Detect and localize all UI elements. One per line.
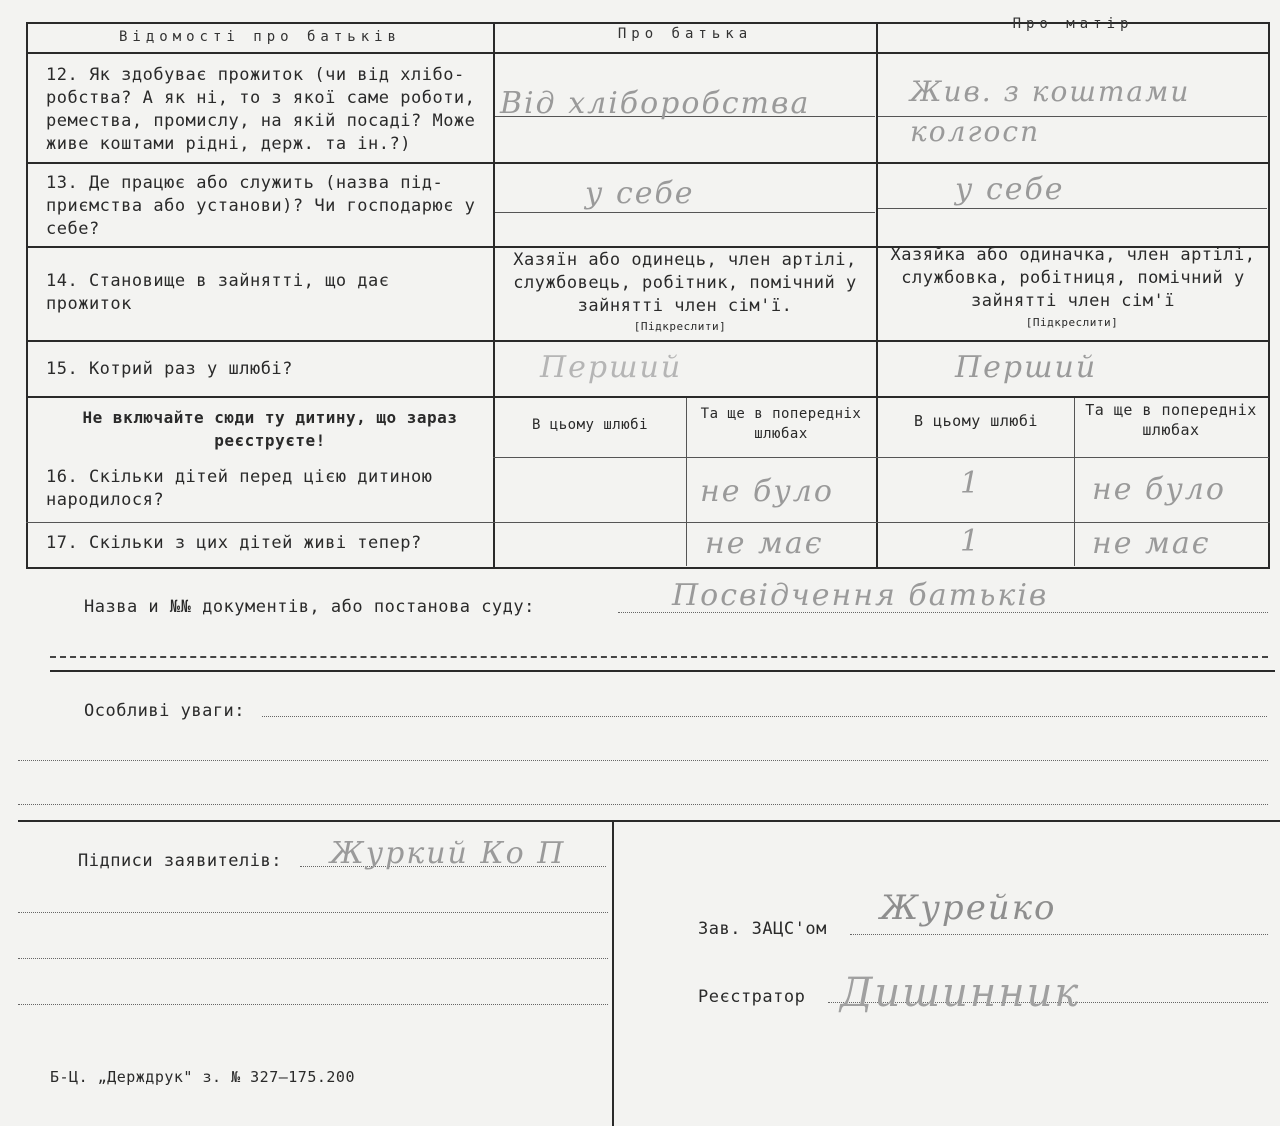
options-14-father: Хазяїн або одинець, член артілі, службовець, робітник, помічний у зайнятті член сім'ї. (513, 250, 857, 316)
question-17: 17. Скільки з цих дітей живі тепер? (46, 533, 422, 553)
remarks-line-1 (262, 716, 1267, 717)
documents-line-2 (50, 656, 1268, 658)
answer-15-mother: Перший (955, 350, 1098, 385)
note-14-father: [Підкреслити] (633, 320, 727, 333)
head-signature: Журейко (880, 888, 1057, 928)
answer-line-13-mother (878, 208, 1267, 209)
registrar-label: Реєстратор (698, 987, 806, 1007)
question-12: 12. Як здобуває прожиток (чи від хліборобства? А як ні, то з якої саме роботи, ремества, промислу, на якій посаді? Може живе коштами рідні, держ. та ін.?) (46, 65, 476, 154)
header-info: Відомості про батьків (118, 29, 401, 45)
table-right-border (1268, 22, 1270, 568)
table-bottom-border (26, 567, 1270, 569)
answer-17-mother-this: 1 (960, 524, 982, 559)
children-note: Не включайте сюди ту дитину, що зараз реєструєте! (82, 408, 458, 450)
header-divider (26, 52, 1270, 54)
column-divider-mother-sub (1074, 398, 1075, 566)
row-divider-14 (26, 340, 1270, 342)
question-14: 14. Становище в зайнятті, що дає прожиток (46, 271, 390, 314)
question-15: 15. Котрий раз у шлюбі? (46, 359, 293, 379)
head-line (850, 934, 1268, 935)
answer-16-mother-this: 1 (960, 466, 982, 501)
documents-value: Посвідчення батьків (672, 578, 1049, 613)
answer-16-father-prev: не було (700, 474, 834, 509)
remarks-label: Особливі уваги: (84, 701, 246, 721)
column-divider-father-sub (686, 398, 687, 566)
question-16: 16. Скільки дітей перед цією дитиною народилося? (46, 467, 433, 510)
answer-17-father-prev: не має (705, 526, 824, 561)
subheader-father-prev: Та ще в попередніх шлюбах (700, 406, 862, 442)
answer-16-mother-prev: не було (1092, 472, 1226, 507)
answer-line-13-father (495, 212, 875, 213)
signatures-line-3 (18, 958, 608, 959)
table-left-border (26, 22, 28, 568)
row-divider-16 (26, 522, 1270, 523)
subheader-father-this: В цьому шлюбі (531, 417, 649, 433)
subheader-divider (493, 457, 1269, 458)
options-14-mother: Хазяйка або одиначка, член артілі, службовка, робітниця, помічний у зайнятті член сім'ї (890, 245, 1256, 311)
remarks-line-3 (18, 804, 1268, 805)
signatures-label: Підписи заявителів: (78, 851, 282, 871)
answer-17-mother-prev: не має (1092, 526, 1211, 561)
printer-imprint: Б-Ц. „Держдрук" з. № 327—175.200 (50, 1068, 355, 1086)
signatures-line-2 (18, 912, 608, 913)
column-divider-1 (493, 22, 495, 568)
registrar-signature: Дишинник (840, 970, 1081, 1016)
header-mother: Про матір (1012, 16, 1134, 32)
answer-13-mother: у себе (955, 172, 1065, 207)
header-father: Про батька (617, 26, 753, 42)
answer-15-father: Перший (540, 350, 683, 385)
remarks-line-2 (18, 760, 1268, 761)
row-divider-15 (26, 396, 1270, 398)
documents-label: Назва и №№ документів, або постанова суду: (84, 597, 535, 617)
head-label: Зав. ЗАЦС'ом (698, 919, 827, 939)
signatures-value: Журкий Ко П (330, 836, 566, 871)
column-divider-2 (876, 22, 878, 568)
signatures-line-4 (18, 1004, 608, 1005)
answer-12-father: Від хліборобства (500, 86, 811, 121)
section-divider-2 (18, 820, 1280, 822)
answer-13-father: у себе (585, 176, 695, 211)
signature-divider (612, 822, 614, 1126)
row-divider-12 (26, 162, 1270, 164)
subheader-mother-prev: Та ще в попередніх шлюбах (1085, 401, 1257, 439)
answer-12-mother: Жив. з коштами колгосп (910, 75, 1191, 148)
note-14-mother: [Підкреслити] (1025, 316, 1119, 329)
section-divider-1 (50, 670, 1275, 672)
question-13: 13. Де працює або служить (назва підприємства або установи)? Чи господарює у себе? (46, 173, 476, 239)
subheader-mother-this: В цьому шлюбі (914, 412, 1038, 430)
